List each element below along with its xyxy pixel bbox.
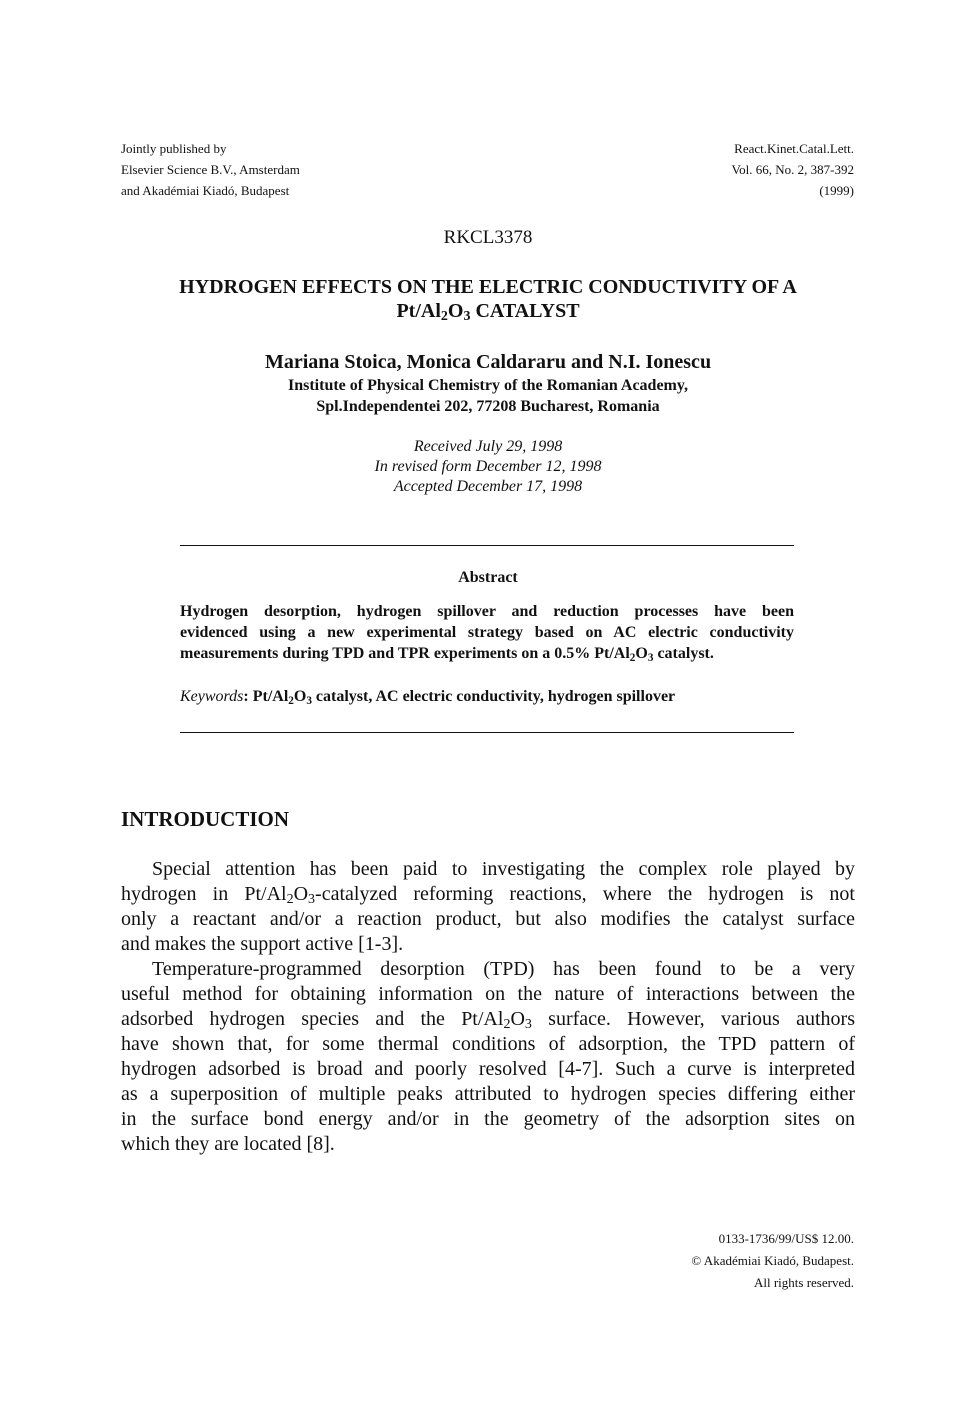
- copyright-footer: [691, 1228, 854, 1294]
- abstract-line: evidenced using a new experimental strategy based on AC electric conductivity: [180, 624, 794, 641]
- body-line: hydrogen adsorbed is broad and poorly resolved [4-7]. Such a curve is interpreted: [121, 1058, 855, 1080]
- body-line: only a reactant and/or a reaction product, but also modifies the catalyst surface: [121, 908, 855, 930]
- authors: Mariana Stoica, Monica Caldararu and N.I. Ionescu: [264, 351, 712, 373]
- footer-price: 0133-1736/99/US$ 12.00.: [718, 1231, 854, 1246]
- body-line: which they are located [8].: [121, 1133, 335, 1155]
- body-line: as a superposition of multiple peaks attributed to hydrogen species differing either: [121, 1083, 855, 1105]
- body-line: hydrogen in $Pt/Al_2O_3$-catalyzed reforming reactions, where the hydrogen is not: [121, 883, 855, 907]
- abstract-heading: Abstract: [458, 569, 518, 586]
- journal-info: [731, 138, 854, 201]
- paper-title: [60, 275, 916, 323]
- affiliation: [0, 375, 976, 417]
- article-code: RKCL3378: [443, 227, 533, 248]
- title-line-2: $Pt/Al_2O_3$ CATALYST: [396, 300, 580, 324]
- publisher-info: [121, 138, 300, 201]
- affiliation-line: Spl.Independentei 202, 77208 Bucharest, Romania: [316, 398, 660, 415]
- journal-volume: Vol. 66, No. 2, 387-392: [731, 162, 854, 177]
- keywords: Keywords: $Pt/Al_2O_3$ catalyst, AC electric conductivity, hydrogen spillover: [180, 688, 676, 707]
- body-line: have shown that, for some thermal conditions of adsorption, the TPD pattern of: [121, 1033, 855, 1055]
- footer-copyright: © Akadémiai Kiadó, Budapest.: [691, 1253, 854, 1268]
- body-line: Temperature-programmed desorption (TPD) has been found to be a very: [152, 958, 855, 980]
- abstract-text: [180, 601, 794, 664]
- date-revised: In revised form December 12, 1998: [374, 458, 602, 475]
- publisher-line: Elsevier Science B.V., Amsterdam: [121, 162, 300, 177]
- body-line: useful method for obtaining information on the nature of interactions between the: [121, 983, 855, 1005]
- abstract-bottom-rule: [180, 732, 794, 733]
- received-dates: [0, 437, 976, 497]
- body-text: [121, 857, 855, 1157]
- abstract-top-rule: [180, 545, 794, 546]
- body-line: Special attention has been paid to investigating the complex role played by: [152, 858, 855, 880]
- title-line-1: HYDROGEN EFFECTS ON THE ELECTRIC CONDUCTIVITY OF A: [179, 276, 797, 298]
- section-heading: INTRODUCTION: [121, 807, 290, 831]
- publisher-line: Jointly published by: [121, 141, 227, 156]
- body-line: and makes the support active [1-3].: [121, 933, 404, 955]
- body-line: in the surface bond energy and/or in the geometry of the adsorption sites on: [121, 1108, 855, 1130]
- affiliation-line: Institute of Physical Chemistry of the Romanian Academy,: [288, 377, 688, 394]
- footer-rights: All rights reserved.: [753, 1275, 854, 1290]
- body-line: adsorbed hydrogen species and the $Pt/Al_2O_3$ surface. However, various authors: [121, 1008, 855, 1032]
- keywords-label: Keywords: [180, 688, 244, 705]
- date-received: Received July 29, 1998: [413, 438, 563, 455]
- abstract-line: measurements during TPD and TPR experiments on a 0.5% $Pt/Al_2O_3$ catalyst.: [180, 645, 714, 664]
- journal-name: React.Kinet.Catal.Lett.: [734, 141, 854, 156]
- journal-year: (1999): [819, 183, 854, 198]
- date-accepted: Accepted December 17, 1998: [393, 478, 583, 495]
- abstract-line: Hydrogen desorption, hydrogen spillover and reduction processes have been: [180, 603, 794, 620]
- publisher-line: and Akadémiai Kiadó, Budapest: [121, 183, 290, 198]
